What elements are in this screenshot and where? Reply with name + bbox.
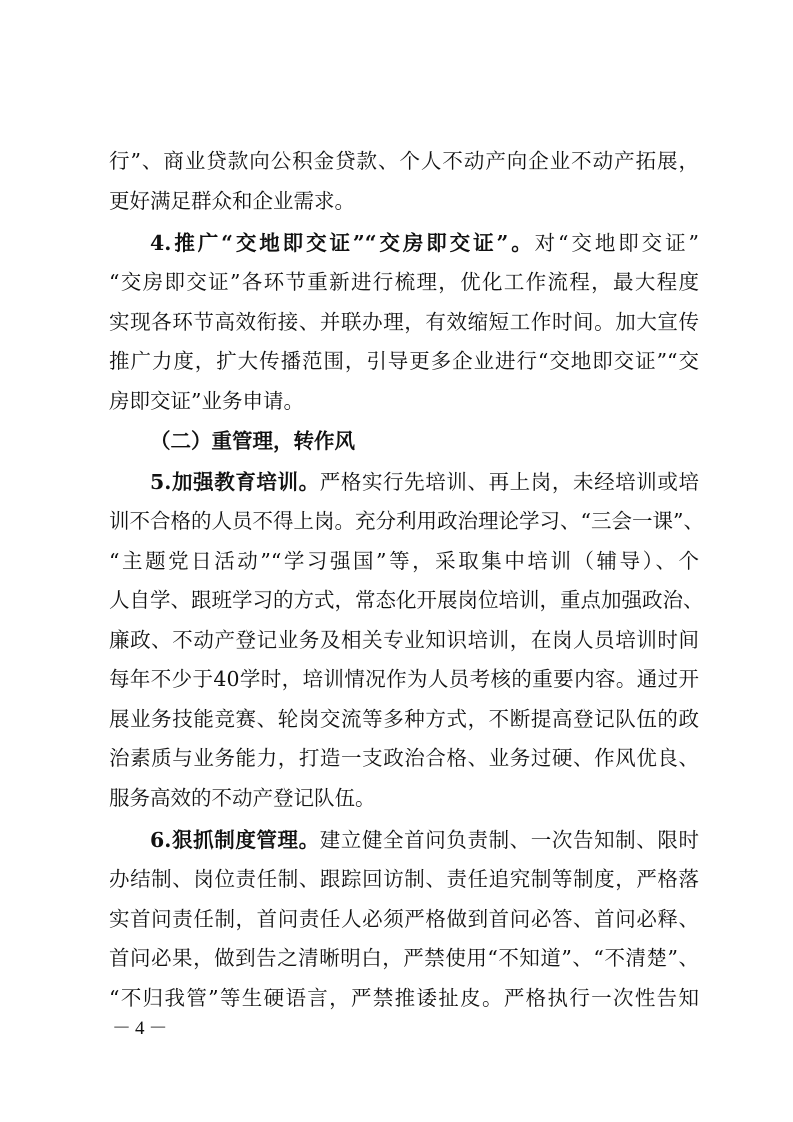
paragraph-line: 房即交证”业务申请。 — [109, 389, 304, 413]
section-heading: （二）重管理，转作风 — [150, 429, 355, 453]
paragraph-line: 行”、商业贷款向公积金贷款、个人不动产向企业不动产拓展， — [109, 149, 699, 173]
paragraph-line: 实现各环节高效衔接、并联办理，有效缩短工作时间。加大宣传 — [109, 310, 699, 334]
paragraph-line: 服务高效的不动产登记队伍。 — [109, 786, 376, 810]
paragraph-6-first-rest: 建立健全首问负责制、一次告知制、限时 — [319, 828, 699, 852]
paragraph-line: 治素质与业务能力，打造一支政治合格、业务过硬、作风优良、 — [109, 746, 699, 770]
paragraph-line: 办结制、岗位责任制、跟踪回访制、责任追究制等制度，严格落 — [109, 867, 699, 891]
paragraph-line: 首问必果，做到告之清晰明白，严禁使用“不知道”、“不清楚”、 — [109, 946, 699, 970]
paragraph-4-first-line — [150, 229, 699, 257]
paragraph-5-title: 5.加强教育培训。 — [150, 470, 320, 494]
paragraph-line: “主题党日活动”“学习强国”等，采取集中培训（辅导）、个 — [109, 549, 699, 573]
paragraph-line: “不归我管”等生硬语言，严禁推诿扯皮。严格执行一次性告知 — [109, 986, 699, 1010]
paragraph-line: 推广力度，扩大传播范围，引导更多企业进行“交地即交证”“交 — [109, 349, 699, 373]
paragraph-5-first-line — [150, 468, 699, 496]
paragraph-line: 更好满足群众和企业需求。 — [109, 189, 355, 213]
paragraph-line: 训不合格的人员不得上岗。充分利用政治理论学习、“三会一课”、 — [109, 509, 704, 533]
paragraph-line: “交房即交证”各环节重新进行梳理，优化工作流程，最大程度 — [109, 270, 699, 294]
paragraph-line: 实首问责任制，首问责任人必须严格做到首问必答、首问必释、 — [109, 907, 699, 931]
paragraph-line: 每年不少于40学时，培训情况作为人员考核的重要内容。通过开 — [109, 667, 699, 691]
paragraph-line: 展业务技能竞赛、轮岗交流等多种方式，不断提高登记队伍的政 — [109, 707, 699, 731]
paragraph-4-first-rest: 对“交地即交证” — [534, 231, 699, 255]
paragraph-line: 廉政、不动产登记业务及相关专业知识培训，在岗人员培训时间 — [109, 628, 699, 652]
paragraph-6-title: 6.狠抓制度管理。 — [150, 828, 320, 852]
paragraph-6-first-line — [150, 826, 699, 854]
page-number: －4－ — [112, 1018, 172, 1039]
paragraph-line: 人自学、跟班学习的方式，常态化开展岗位培训，重点加强政治、 — [109, 588, 704, 612]
paragraph-4-title: 4.推广“交地即交证”“交房即交证”。 — [150, 231, 535, 255]
paragraph-5-first-rest: 严格实行先培训、再上岗，未经培训或培 — [319, 470, 699, 494]
